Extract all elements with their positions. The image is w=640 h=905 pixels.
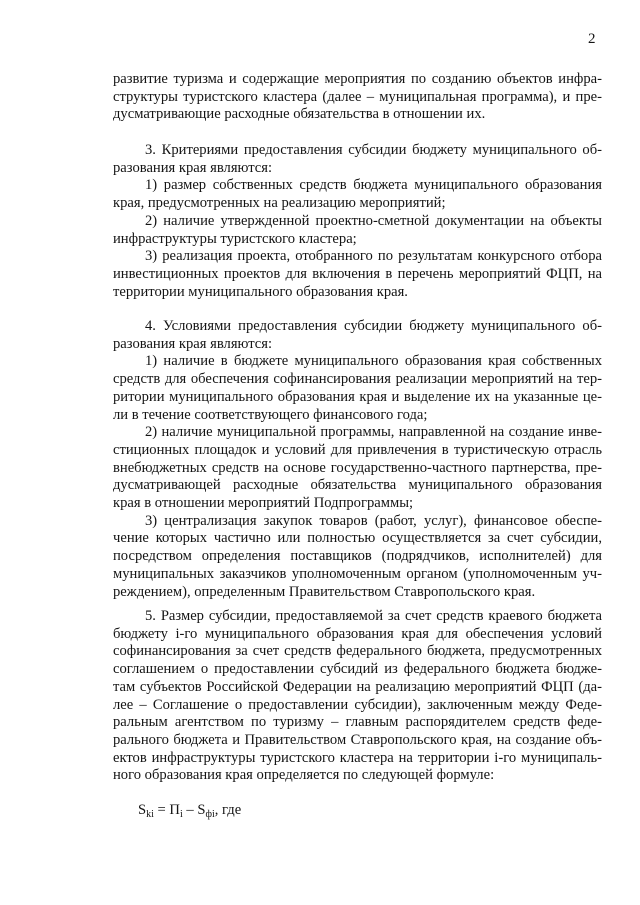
text-line: инфраструктуры туристского кластера; [113, 230, 357, 247]
text-line: структуры туристского кластера (далее – муниципальная программа), и пре- [113, 88, 602, 105]
text-line: ного образования края определяется по следующей формуле: [113, 767, 495, 784]
text-line: там субъектов Российской Федерации на реализацию мероприятий ФЦП (да- [113, 678, 602, 695]
text-line: ли в течение соответствующего финансового года; [113, 406, 428, 423]
section-heading-line: 3. Критериями предоставления субсидии бюджету муниципального об- [145, 142, 602, 158]
list-item-line: 2) наличие утвержденной проектно-сметной документации на объекты [145, 212, 602, 229]
section-heading-line: 4. Условиями предоставления субсидии бюджету муниципального об- [145, 318, 602, 334]
list-item-line: 3) централизация закупок товаров (работ, услуг), финансовое обеспе- [145, 512, 602, 529]
formula-minus: – S [182, 802, 206, 818]
text-line: территории муниципального образования края. [113, 283, 408, 300]
text-line: лее – Соглашение о предоставлении субсидии), заключенным между Феде- [113, 696, 602, 713]
text-line: бюджету i-го муниципального образования края для обеспечения условий [113, 625, 602, 642]
text-line: развитие туризма и содержащие мероприятия по созданию объектов инфра- [113, 71, 602, 87]
list-item-line: 2) наличие муниципальной программы, направленной на создание инве- [145, 424, 602, 441]
formula-sub-phi: фi [205, 809, 215, 820]
text-line: реждением), определенным Правительством Ставропольского края. [113, 583, 536, 600]
formula-tail: , где [214, 802, 242, 818]
text-line: ектов инфраструктуры туристского кластера на территории i-го муниципаль- [113, 749, 602, 766]
page-number: 2 [588, 31, 596, 47]
text-line: ритории муниципального образования края и выделение их на указанные це- [113, 388, 602, 405]
text-line: дусматривающие расходные обязательства в отношении их. [113, 106, 486, 123]
text-line: внебюджетных средств на основе государственно-частного партнерства, пре- [113, 459, 602, 476]
intro-paragraph [113, 71, 602, 124]
subsidy-formula [138, 801, 241, 819]
text-line: разования края являются: [113, 159, 273, 176]
text-line: инвестиционных проектов для включения в перечень мероприятий ФЦП, на [113, 265, 602, 282]
formula-sub-i: i [179, 809, 183, 820]
text-line: разования края являются: [113, 335, 273, 352]
text-line: ральным агентством по туризму – главным распорядителем средств феде- [113, 714, 602, 731]
text-line: рального бюджета и Правительством Ставропольского края, на создание объ- [113, 731, 602, 748]
text-line: дусматривающей расходные обязательства муниципального образования [113, 477, 602, 494]
text-line: средств для обеспечения софинансирования реализации мероприятий на тер- [113, 371, 602, 388]
section-heading-line: 5. Размер субсидии, предоставляемой за счет средств краевого бюджета [145, 608, 602, 624]
text-line: муниципальных заказчиков уполномоченным органом (уполномоченным уч- [113, 565, 602, 582]
formula-sub-ki: ki [146, 809, 154, 820]
text-line: чение которых частично или полностью осуществляется за счет субсидии, [113, 530, 602, 547]
list-item-line: 1) наличие в бюджете муниципального образования края собственных [145, 353, 602, 370]
formula-s: S [138, 802, 147, 818]
section-5 [113, 608, 602, 785]
text-line: края в отношении мероприятий Подпрограммы; [113, 495, 414, 512]
text-line: соглашением о предоставлении субсидий из федерального бюджета бюдже- [113, 661, 602, 678]
text-line: посредством определения поставщиков (подрядчиков, исполнителей) для [113, 548, 602, 565]
section-3 [113, 142, 602, 301]
list-item-line: 1) размер собственных средств бюджета муниципального образования [145, 177, 602, 194]
list-item-line: 3) реализация проекта, отобранного по результатам конкурсного отбора [145, 248, 602, 265]
text-line: края, предусмотренных на реализацию мероприятий; [113, 195, 446, 212]
text-line: стиционных площадок и условий для привлечения в туристическую отрасль [113, 441, 602, 458]
text-line: софинансирования за счет средств федерального бюджета, предусмотренных [113, 643, 602, 660]
formula-eq: = П [153, 802, 180, 818]
section-4 [113, 318, 602, 601]
